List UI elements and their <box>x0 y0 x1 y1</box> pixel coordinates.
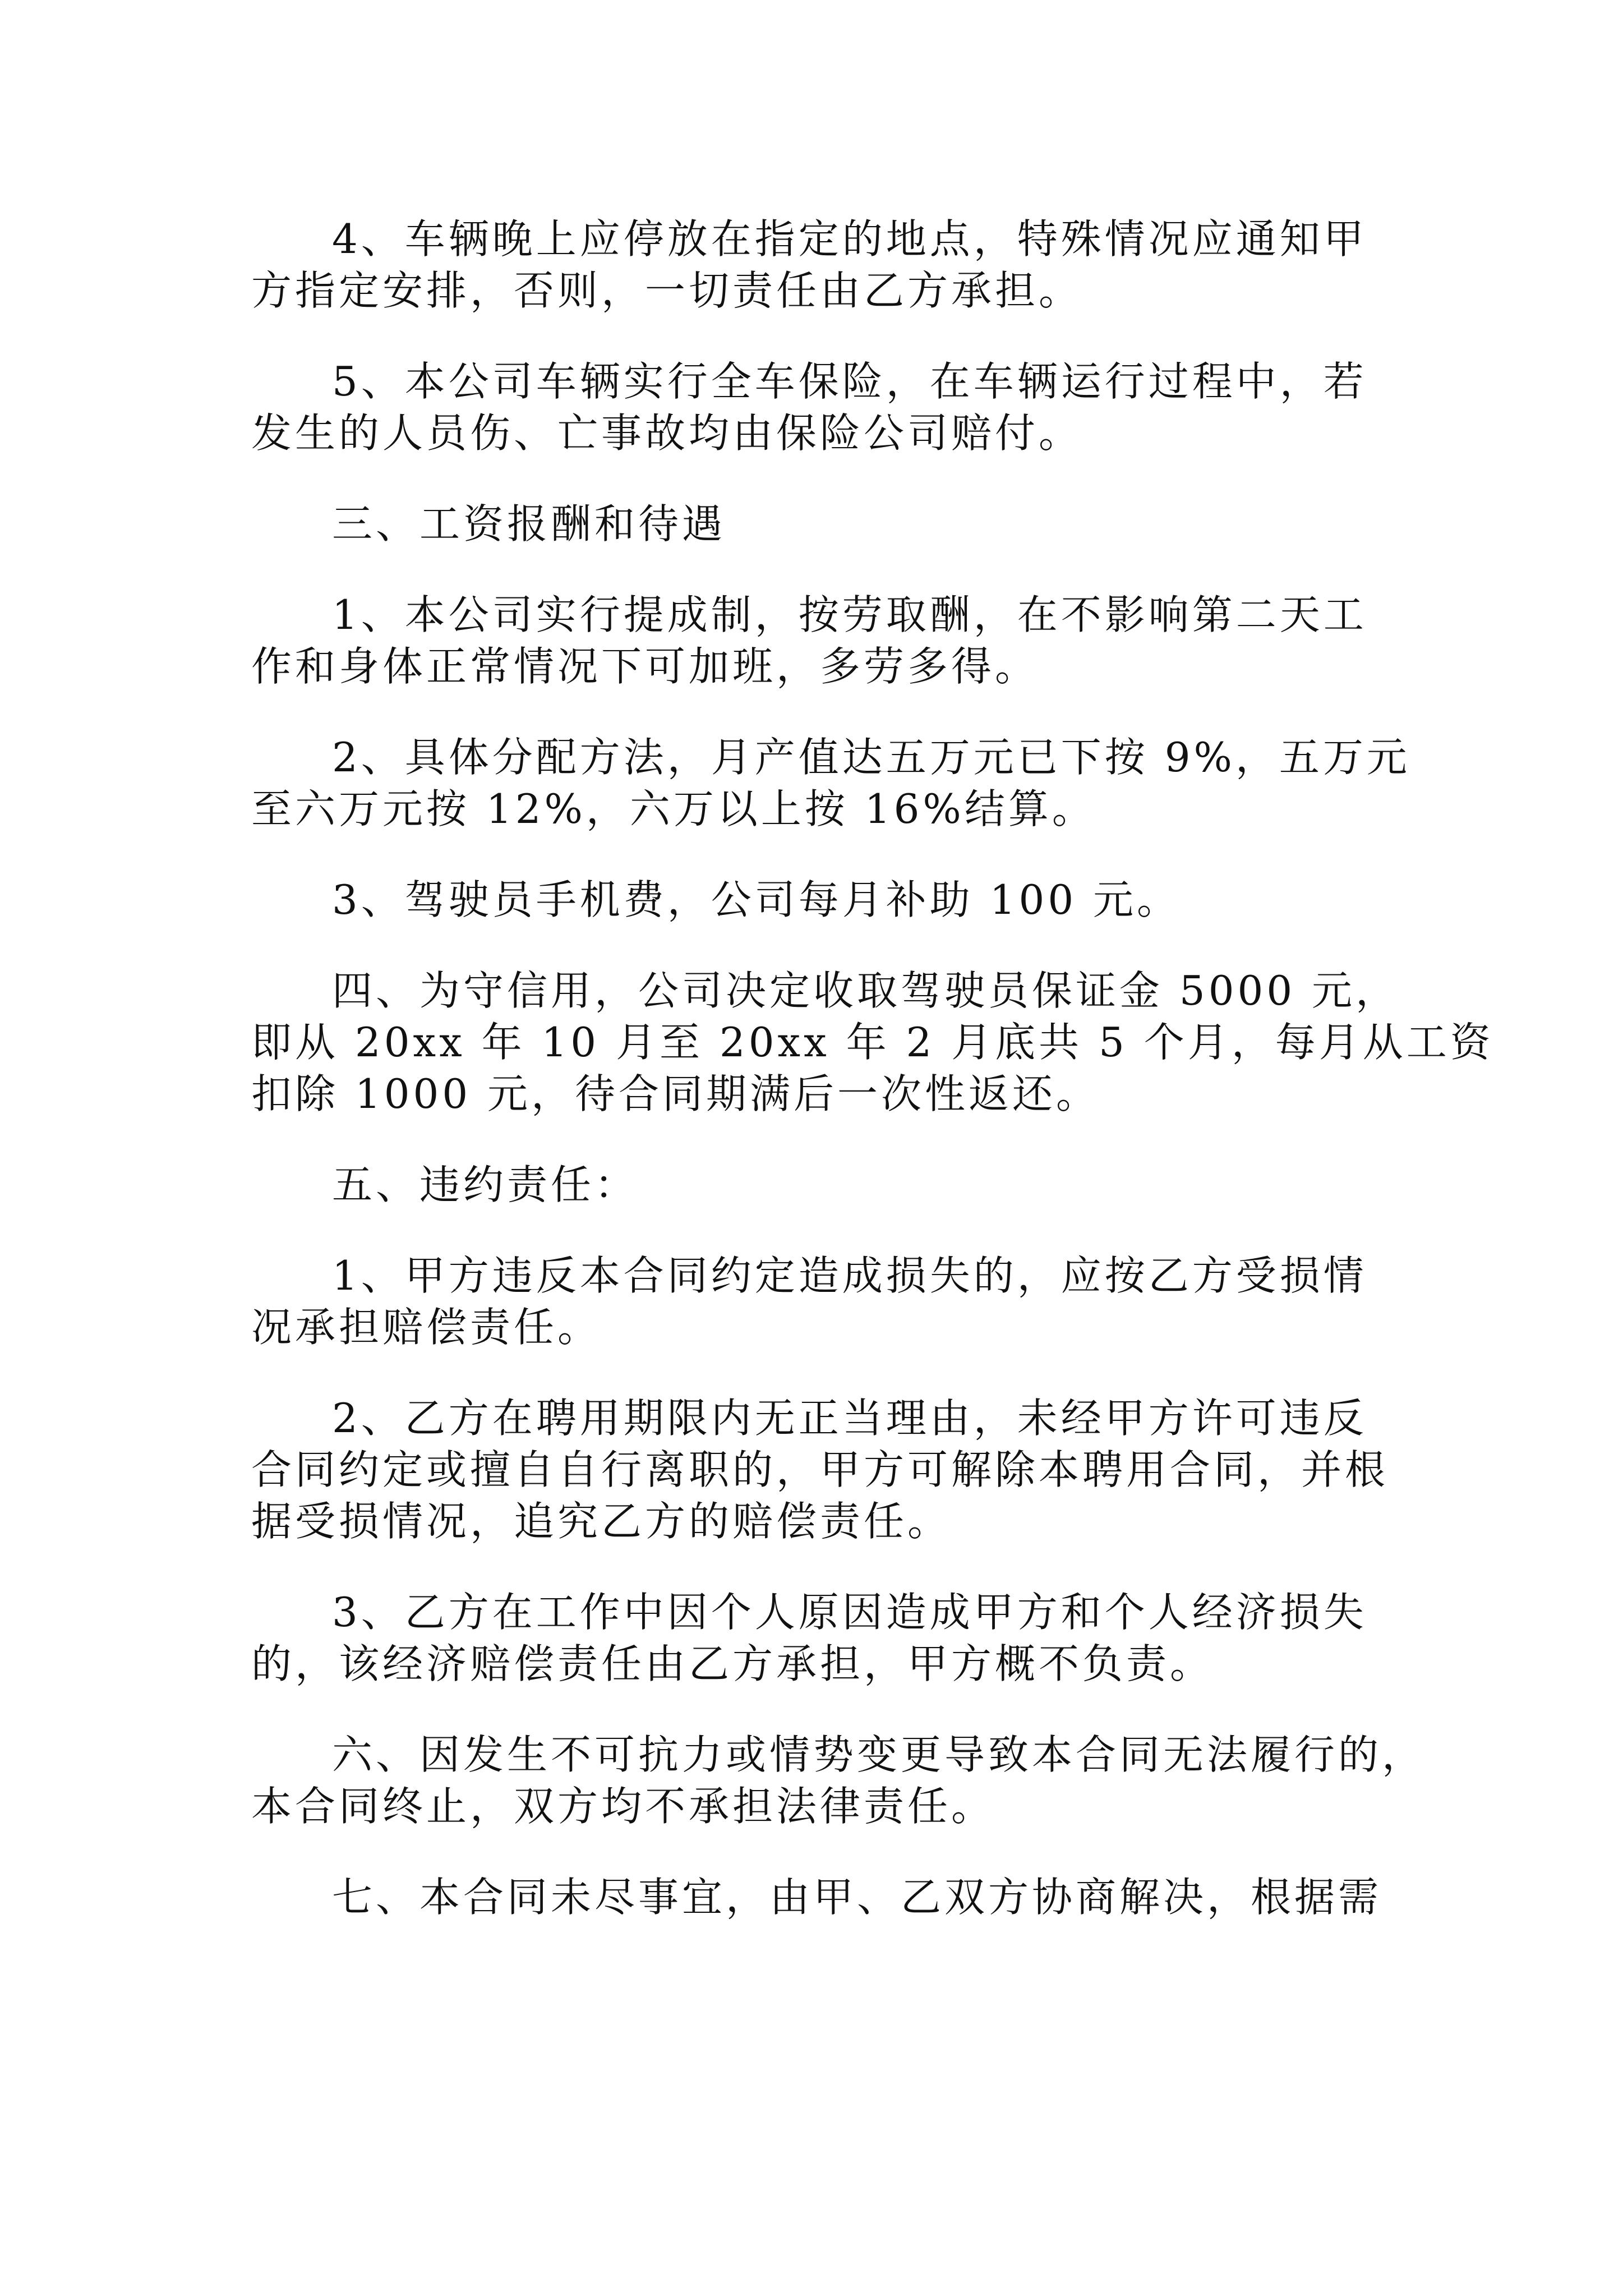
paragraph-section-6-force-majeure <box>251 1729 1426 1832</box>
text-line: 七、本合同未尽事宜，由甲、乙双方协商解决，根据需 <box>332 1874 1382 1921</box>
text-line: 2、具体分配方法，月产值达五万元已下按 9%，五万元 <box>332 734 1410 781</box>
text-line: 据受损情况，追究乙方的赔偿责任。 <box>251 1498 952 1545</box>
text-line: 本合同终止，双方均不承担法律责任。 <box>251 1783 995 1830</box>
text-line: 扣除 1000 元，待合同期满后一次性返还。 <box>251 1070 1100 1117</box>
document-page <box>251 213 1494 1962</box>
paragraph-clause-3-2 <box>251 731 1410 835</box>
text-line: 5、本公司车辆实行全车保险，在车辆运行过程中，若 <box>332 358 1367 405</box>
text-line: 即从 20xx 年 10 月至 20xx 年 2 月底共 5 个月，每月从工资 <box>251 1019 1494 1066</box>
text-line: 3、驾驶员手机费，公司每月补助 100 元。 <box>332 876 1181 923</box>
text-line: 发生的人员伤、亡事故均由保险公司赔付。 <box>251 409 1083 457</box>
text-line: 2、乙方在聘用期限内无正当理由，未经甲方许可违反 <box>332 1395 1367 1442</box>
text-line: 4、车辆晚上应停放在指定的地点，特殊情况应通知甲 <box>332 215 1367 263</box>
paragraph-clause-5-1 <box>251 1250 1386 1353</box>
paragraph-section-4-deposit <box>251 965 1494 1120</box>
paragraph-clause-5-3 <box>251 1586 1386 1690</box>
text-line: 况承担赔偿责任。 <box>251 1304 602 1351</box>
text-line: 1、甲方违反本合同约定造成损失的，应按乙方受损情 <box>332 1252 1367 1299</box>
heading-line: 三、工资报酬和待遇 <box>332 500 726 547</box>
heading-line: 五、违约责任： <box>332 1161 639 1208</box>
text-line: 至六万元按 12%，六万以上按 16%结算。 <box>251 785 1096 832</box>
text-line: 3、乙方在工作中因个人原因造成甲方和个人经济损失 <box>332 1589 1367 1636</box>
paragraph-clause-3-1 <box>251 589 1386 692</box>
section-heading-compensation <box>251 498 1386 550</box>
paragraph-section-7 <box>251 1871 1386 1923</box>
paragraph-clause-5-2 <box>251 1392 1389 1547</box>
text-line: 1、本公司实行提成制，按劳取酬，在不影响第二天工 <box>332 591 1367 638</box>
text-line: 的，该经济赔偿责任由乙方承担，甲方概不负责。 <box>251 1640 1214 1687</box>
section-heading-breach <box>251 1159 1386 1211</box>
text-line: 六、因发生不可抗力或情势变更导致本合同无法履行的， <box>332 1731 1426 1778</box>
text-line: 作和身体正常情况下可加班，多劳多得。 <box>251 643 1039 690</box>
paragraph-clause-3-3 <box>251 874 1386 926</box>
text-line: 方指定安排，否则，一切责任由乙方承担。 <box>251 267 1083 314</box>
paragraph-clause-2-5 <box>251 356 1386 459</box>
text-line: 四、为守信用，公司决定收取驾驶员保证金 5000 元， <box>332 967 1400 1014</box>
paragraph-clause-2-4 <box>251 213 1386 316</box>
text-line: 合同约定或擅自自行离职的，甲方可解除本聘用合同，并根 <box>251 1446 1389 1493</box>
